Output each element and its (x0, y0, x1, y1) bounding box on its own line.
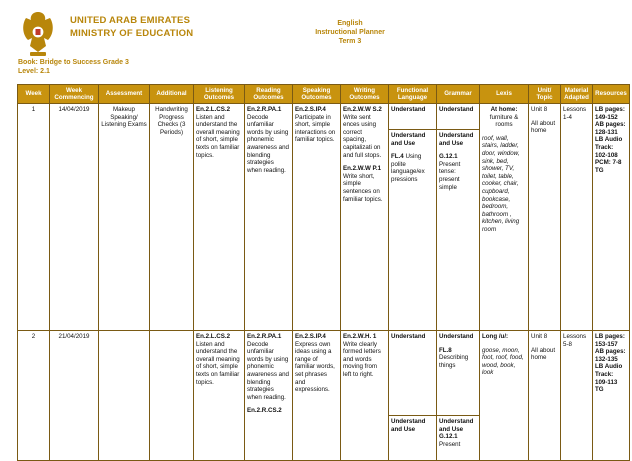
resource-lb-pages: LB pages: 149-152 (595, 106, 625, 121)
col-grammar: Grammar (437, 85, 480, 104)
grammar-understand-use: Understand and Use (439, 132, 474, 147)
lexis-title: Long /u/: (482, 333, 509, 340)
functional-text: Using polite language/ex pressions (391, 153, 425, 183)
speaking-text: Express own ideas using a range of familiar words, set phrases and expressions. (295, 340, 335, 394)
ministry-line-2: MINISTRY OF EDUCATION (70, 28, 194, 39)
col-resources: Resources (593, 85, 630, 104)
unit-topic-cell (529, 104, 561, 331)
col-writing: Writing Outcomes (341, 85, 389, 104)
lexis-cell (480, 104, 529, 331)
speaking-text: Participate in short, simple interactions on familiar topics. (295, 113, 336, 144)
planner-table (17, 84, 630, 461)
lexis-cell (480, 331, 529, 461)
additional-cell: Handwriting Progress Checks (3 Periods) (150, 104, 194, 331)
grammar-fl-text: Describing things (439, 354, 469, 369)
additional-cell (150, 331, 194, 461)
reading-text: Decode unfamiliar words by using phonemic awareness and blending strategies when reading. (247, 340, 289, 401)
resource-pcm: PCM: 7-8 (595, 159, 622, 167)
week-number: 2 (18, 331, 50, 461)
assessment-cell: Makeup Speaking/ Listening Exams (99, 104, 150, 331)
resource-lb-pages: LB pages: 153-157 (595, 333, 625, 348)
resource-audio: LB Audio Track: 109-113 (595, 363, 623, 386)
listening-code: En.2.L.CS.2 (196, 333, 231, 340)
writing-text-2: Write short, simple sentences on familiar topics. (343, 172, 383, 203)
reading-code: En.2.R.PA.1 (247, 333, 282, 340)
grammar-understand: Understand (439, 333, 474, 340)
unit-label: Unit 8 (531, 106, 548, 113)
functional-cell (389, 104, 437, 331)
speaking-cell (293, 331, 341, 461)
listening-cell (194, 331, 245, 461)
functional-fl4 (391, 153, 434, 183)
writing-code: En.2.W.H. 1 (343, 333, 377, 340)
resources-cell (593, 331, 630, 461)
grammar-code: G.12.1 (439, 153, 458, 161)
unit-label: Unit 8 (531, 333, 548, 340)
table-row-week-2 (18, 331, 630, 461)
grammar-cell (437, 331, 480, 461)
writing-code-2: En.2.W.W P.1 (343, 165, 382, 173)
reading-code: En.2.R.PA.1 (247, 106, 282, 113)
col-unit-topic: Unit/ Topic (529, 85, 561, 104)
lexis-words: goose, moon, foot, roof, food, wood, book, look (482, 346, 524, 377)
grammar-fl-code: FL.8 (439, 346, 452, 354)
material-cell: Lessons 5-8 (561, 331, 593, 461)
col-speaking: Speaking Outcomes (293, 85, 341, 104)
functional-understand: Understand (389, 331, 436, 416)
writing-text: Write clearly formed letters and words moving from left to right. (343, 340, 381, 378)
functional-code: FL.4 (391, 153, 404, 161)
resource-ab-pages: AB pages: 128-131 (595, 121, 626, 136)
grammar-use-block (437, 416, 479, 450)
grammar-code: G.12.1 (439, 433, 458, 441)
writing-text-1: Write sent ences using correct spacing, capitalizati on and full stops. (343, 113, 382, 159)
speaking-cell (293, 104, 341, 331)
reading-text: Decode unfamiliar words by using phonemic awareness and blending strategies when reading. (247, 113, 289, 174)
ministry-line-1: UNITED ARAB EMIRATES (70, 15, 191, 26)
reading-cell (245, 331, 293, 461)
col-week: Week (18, 85, 50, 104)
week-number: 1 (18, 104, 50, 331)
material-cell: Lessons 1-4 (561, 104, 593, 331)
reading-code-2: En.2.R.CS.2 (247, 407, 282, 415)
listening-cell (194, 104, 245, 331)
grammar-use-block (437, 130, 479, 193)
col-listening: Listening Outcomes (194, 85, 245, 104)
planner-line-1: English (337, 20, 363, 27)
col-assessment: Assessment (99, 85, 150, 104)
col-reading: Reading Outcomes (245, 85, 293, 104)
functional-cell (389, 331, 437, 461)
writing-code-1: En.2.W.W S.2 (343, 106, 382, 113)
writing-cell (341, 331, 389, 461)
writing-cell (341, 104, 389, 331)
lexis-words: roof, wall, stairs, ladder, door, window, sink, bed, shower, TV, toilet, table, cooker, chair, cupboard, bookcase, bedroom, bathroom , kitchen, living room (482, 134, 520, 233)
resource-audio: LB Audio Track: 102-108 (595, 136, 623, 159)
assessment-cell (99, 331, 150, 461)
reading-cell (245, 104, 293, 331)
col-functional: Functional Language (389, 85, 437, 104)
ministry-title (70, 14, 193, 40)
listening-code: En.2.L.CS.2 (196, 106, 231, 113)
book-level: Level: 2.1 (18, 68, 50, 75)
listening-text: Listen and understand the overall meaning of short, simple texts on familiar topics. (196, 340, 240, 386)
resource-tg: TG (595, 166, 604, 174)
week-commencing: 21/04/2019 (50, 331, 99, 461)
book-info (18, 58, 129, 76)
planner-line-3: Term 3 (338, 38, 362, 45)
col-additional: Additional (150, 85, 194, 104)
topic-label: All about home (531, 119, 556, 135)
unit-topic-cell (529, 331, 561, 461)
speaking-code: En.2.S.IP.4 (295, 106, 326, 113)
functional-understand-use: Understand and Use (391, 418, 426, 433)
functional-understand: Understand (389, 104, 436, 130)
grammar-text: Present tense: present simple (439, 160, 461, 191)
functional-use-block (389, 130, 436, 186)
functional-understand-use: Understand and Use (391, 132, 426, 147)
table-row-week-1 (18, 104, 630, 331)
col-week-commencing: Week Commencing (50, 85, 99, 104)
resource-tg: TG (595, 386, 604, 394)
col-lexis: Lexis (480, 85, 529, 104)
topic-label: All about home (531, 346, 556, 362)
col-material: Material Adapted (561, 85, 593, 104)
resources-cell (593, 104, 630, 331)
grammar-cell (437, 104, 480, 331)
listening-text: Listen and understand the overall meaning of short, simple texts on familiar topics. (196, 113, 240, 159)
uae-falcon-emblem (18, 8, 58, 58)
resource-ab-pages: AB pages: 132-135 (595, 348, 626, 363)
week-commencing: 14/04/2019 (50, 104, 99, 331)
header-row (18, 85, 630, 104)
planner-title (270, 19, 430, 46)
planner-line-2: Instructional Planner (315, 29, 385, 36)
lexis-title: At home: (490, 106, 518, 113)
lexis-subtitle: furniture & rooms (489, 113, 519, 129)
book-name: Book: Bridge to Success Grade 3 (18, 59, 129, 66)
grammar-understand-use: Understand and Use (439, 418, 474, 433)
grammar-top-block (437, 331, 479, 416)
grammar-understand: Understand (437, 104, 479, 130)
grammar-text: Present (439, 440, 461, 448)
speaking-code: En.2.S.IP.4 (295, 333, 326, 340)
